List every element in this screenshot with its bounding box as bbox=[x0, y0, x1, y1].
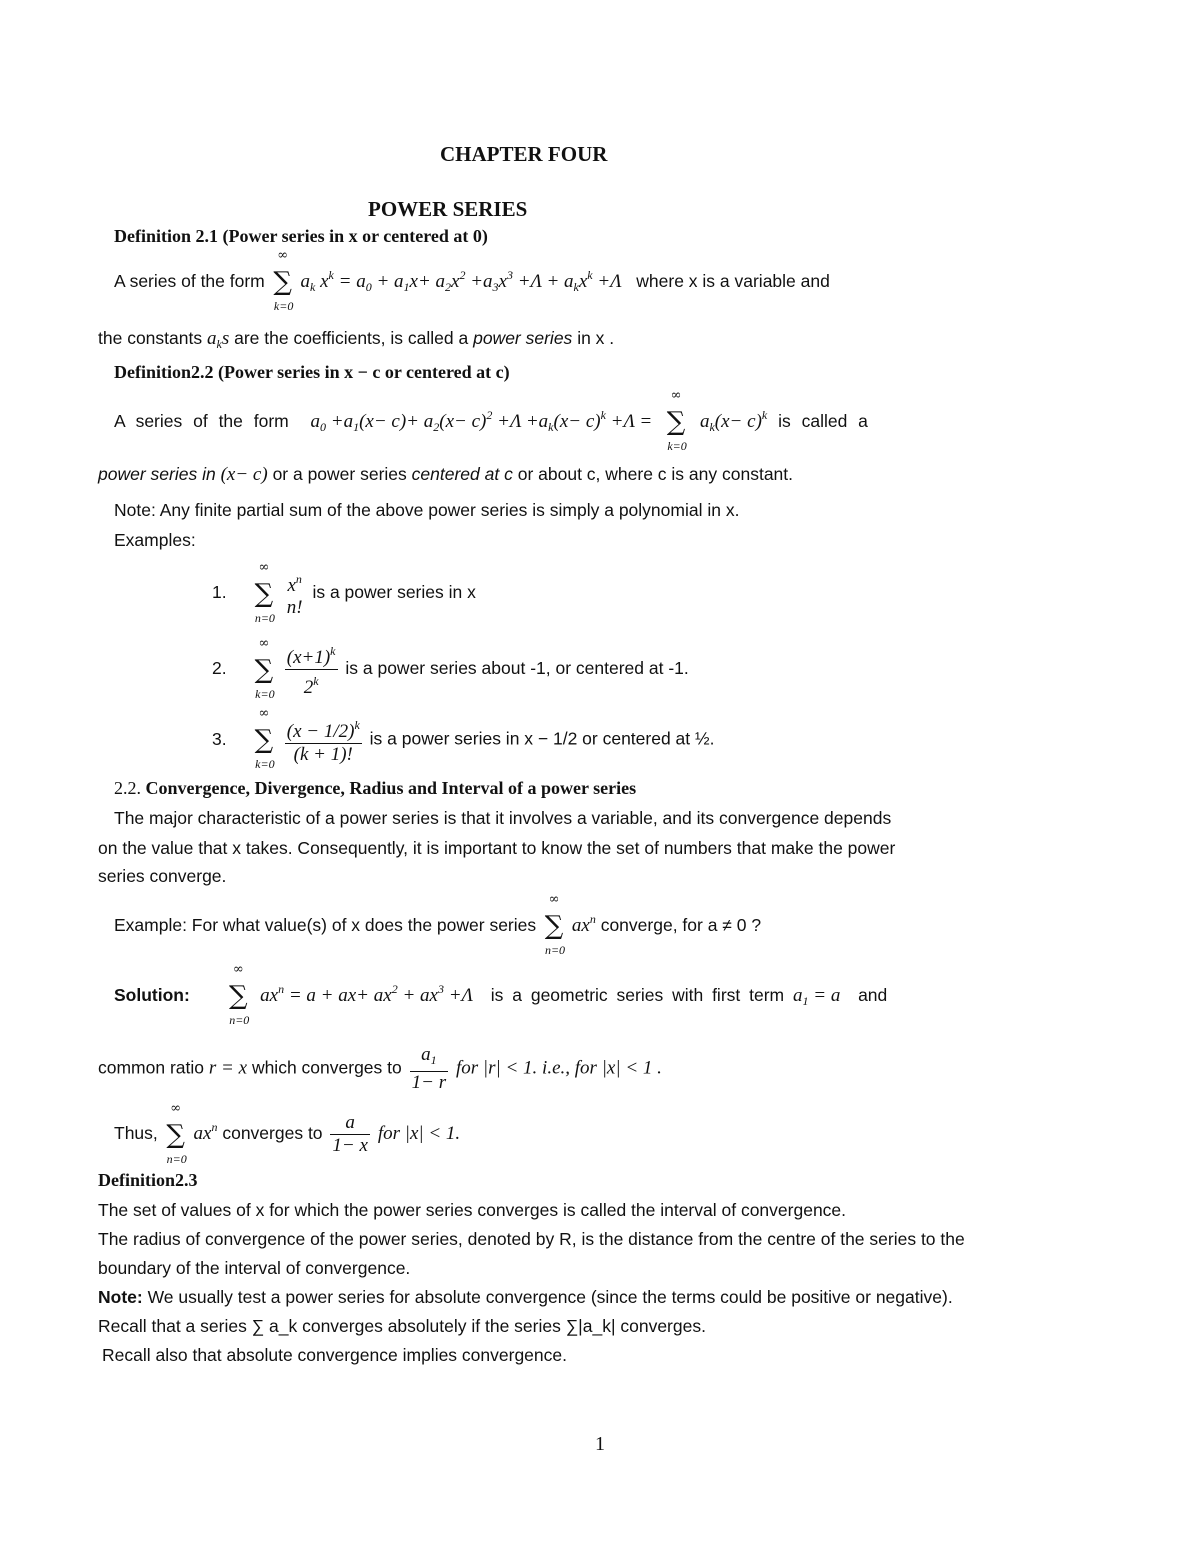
thus-mid: converges to bbox=[222, 1123, 323, 1144]
examples-label: Examples: bbox=[114, 530, 196, 550]
def22-tail: is called a bbox=[778, 411, 868, 431]
ax-n: $ax^n$ bbox=[571, 912, 596, 936]
sum-symbol: ∑ ∞ n=0 bbox=[228, 962, 250, 1028]
def22-em1: power series in bbox=[98, 464, 216, 484]
note-polynomial: Note: Any finite partial sum of the above power series is simply a polynomial in x. bbox=[114, 500, 740, 520]
example-3 bbox=[212, 706, 715, 771]
sum-symbol: ∑ ∞ k=0 bbox=[254, 635, 275, 701]
x-minus-c: (x− c) bbox=[220, 464, 268, 485]
fraction: $x^n$ n! bbox=[286, 572, 303, 618]
page-number: 1 bbox=[595, 1433, 605, 1455]
r-equals-x: r = x bbox=[208, 1057, 248, 1079]
example-text: is a power series in x − 1/2 or centered at ½. bbox=[369, 728, 715, 749]
section-heading-text: Convergence, Divergence, Radius and Interval of a power series bbox=[145, 778, 637, 798]
def21-line2-em: power series bbox=[473, 328, 573, 348]
paragraph-line-3: series converge. bbox=[98, 866, 227, 886]
section-number: 2.2. bbox=[114, 778, 141, 798]
def23-line-6: Recall also that absolute convergence implies convergence. bbox=[102, 1345, 567, 1365]
sum-symbol: ∑ ∞ k=0 bbox=[254, 706, 275, 771]
sum-symbol: ∑ ∞ n=0 bbox=[254, 559, 275, 625]
thus-line bbox=[114, 1100, 461, 1166]
common-ratio-line bbox=[98, 1044, 662, 1094]
definition-2-2-line bbox=[114, 388, 868, 454]
example-1 bbox=[212, 559, 476, 625]
thus-tail: for |x| < 1. bbox=[377, 1123, 461, 1145]
fraction: $\frac{(x - 1/2)^k}{(k + 1)!}$ bbox=[285, 714, 362, 766]
solution-label: Solution: bbox=[114, 985, 190, 1005]
solution-end: and bbox=[858, 985, 888, 1005]
solution-text: is a geometric series with first term bbox=[490, 985, 785, 1005]
example-tail: converge, for a ≠ 0 ? bbox=[600, 915, 762, 935]
chapter-heading: CHAPTER FOUR bbox=[440, 142, 608, 166]
def22-end: or about c, where c is any constant. bbox=[517, 464, 794, 484]
example-2 bbox=[212, 635, 689, 701]
note-label: Note: bbox=[98, 1287, 143, 1307]
def22-formula: $a_0 +a_1(x- c)+ a_2(x- c)^2 +\Lambda +a_k(x- c)^k +\Lambda$ = bbox=[310, 408, 653, 434]
sum-symbol: ∑ ∞ k=0 bbox=[666, 388, 687, 454]
def23-line-2: The radius of convergence of the power series, denoted by R, is the distance from the centre of the series to the bbox=[98, 1229, 965, 1249]
solution-line bbox=[114, 962, 888, 1028]
definition-2-1-heading: Definition 2.1 (Power series in x or centered at 0) bbox=[114, 226, 488, 246]
definition-2-1-line2 bbox=[98, 328, 614, 351]
first-term: $a_1 = a$ bbox=[793, 985, 841, 1008]
def23-line-5: Recall that a series ∑ a_k converges absolutely if the series ∑|a_k| converges. bbox=[98, 1316, 706, 1336]
common-lead: common ratio bbox=[98, 1057, 205, 1078]
thus-lead: Thus, bbox=[114, 1123, 158, 1144]
def22-formula-rhs: $a_k(x- c)^k$ bbox=[699, 408, 768, 434]
def22-mid: or a power series bbox=[272, 464, 407, 484]
solution-formula: $ax^n = a + ax+ ax^2 + ax^3 +\Lambda$ bbox=[260, 982, 474, 1006]
section-2-2-heading bbox=[114, 778, 636, 800]
section-title: POWER SERIES bbox=[368, 197, 528, 221]
common-tail: for |r| < 1. i.e., for |x| < 1 . bbox=[455, 1057, 662, 1079]
def21-lead: A series of the form bbox=[114, 271, 265, 291]
sum-symbol: ∑ ∞ k=0 bbox=[273, 248, 294, 314]
paragraph-line-1: The major characteristic of a power series is that it involves a variable, and its convergence depends bbox=[114, 808, 892, 828]
fraction: $\frac{(x+1)^k}{2^k}$ bbox=[285, 640, 338, 699]
example-text: is a power series in x bbox=[312, 582, 476, 603]
def23-line-4 bbox=[98, 1287, 953, 1308]
example-text: is a power series about -1, or centered at -1. bbox=[345, 658, 689, 679]
sum-symbol: ∑ ∞ n=0 bbox=[166, 1100, 187, 1166]
example-number: 1. bbox=[212, 582, 227, 603]
example-number: 3. bbox=[212, 728, 227, 749]
definition-2-2-line2 bbox=[98, 464, 793, 487]
def22-lead: A series of the form bbox=[114, 411, 289, 431]
def21-line2-a: the constants bbox=[98, 328, 203, 348]
def23-line-1: The set of values of x for which the power series converges is called the interval of convergence. bbox=[98, 1200, 847, 1220]
fraction: $\frac{a}{1- x}$ bbox=[332, 1112, 368, 1156]
definition-2-2-heading: Definition2.2 (Power series in x − c or centered at c) bbox=[114, 362, 510, 382]
fraction: $\frac{a_1}{1- r}$ bbox=[411, 1044, 447, 1093]
def21-line2-c: in x . bbox=[577, 328, 615, 348]
def22-em2: centered at c bbox=[411, 464, 513, 484]
example-number: 2. bbox=[212, 658, 227, 679]
def21-line2-b: are the coefficients, is called a bbox=[234, 328, 469, 348]
example-question bbox=[114, 892, 762, 958]
ax-n: $ax^n$ bbox=[193, 1120, 218, 1145]
def21-tail: where x is a variable and bbox=[636, 271, 830, 291]
definition-2-1-line bbox=[114, 248, 830, 314]
example-lead: Example: For what value(s) of x does the power series bbox=[114, 915, 537, 935]
paragraph-line-2: on the value that x takes. Consequently, it is important to know the set of numbers that make the power bbox=[98, 838, 896, 858]
def21-formula: $a_k$ $x^k = a_0 + a_1x+ a_2x^2 +a_3x^3 +\Lambda + a_kx^k +\Lambda$ bbox=[300, 268, 622, 294]
note-text: We usually test a power series for absolute convergence (since the terms could be positive or negative). bbox=[147, 1287, 953, 1307]
definition-2-3-heading: Definition2.3 bbox=[98, 1170, 198, 1190]
common-mid: which converges to bbox=[251, 1057, 402, 1078]
ak-symbol: $a_ks$ bbox=[206, 328, 230, 351]
def23-line-3: boundary of the interval of convergence. bbox=[98, 1258, 411, 1278]
sum-symbol: ∑ ∞ n=0 bbox=[544, 892, 566, 958]
